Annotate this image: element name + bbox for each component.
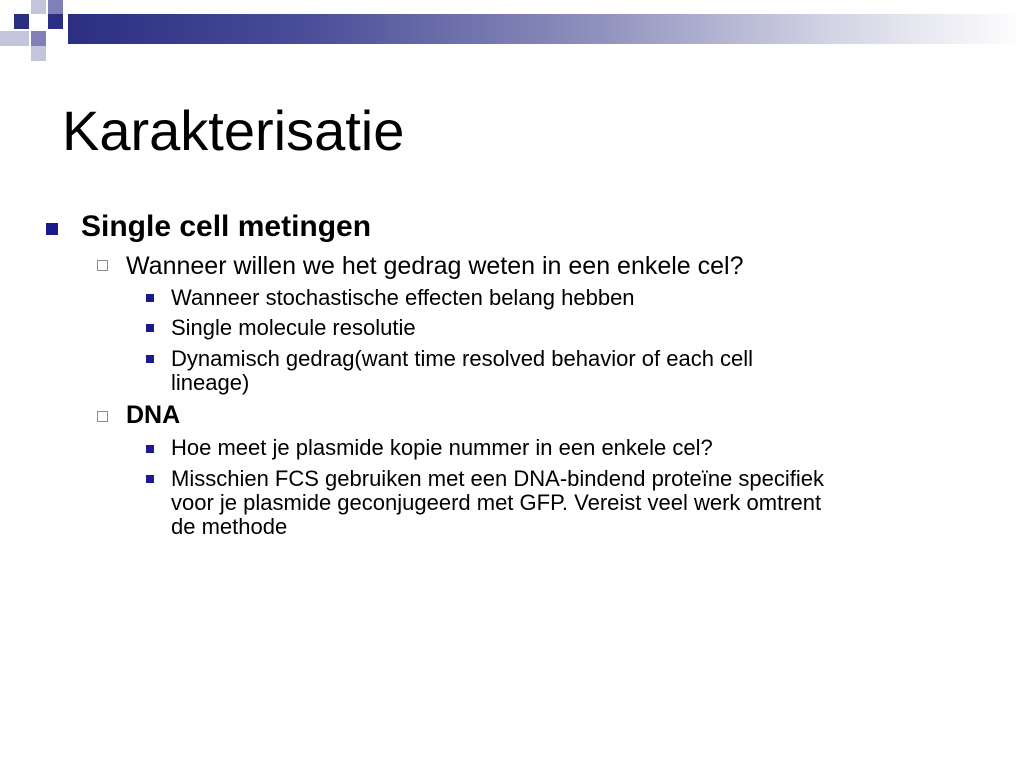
decor-square-icon: [0, 31, 15, 46]
decor-square-icon: [48, 0, 63, 15]
bullet-level1: Single cell metingen: [81, 210, 372, 243]
decor-square-icon: [31, 31, 46, 46]
bullet-level3: Hoe meet je plasmide kopie nummer in een enkele cel?: [171, 435, 713, 460]
decor-square-icon: [14, 14, 29, 29]
bullet-level3: Dynamisch gedrag(want time resolved behavior of each cell: [171, 346, 754, 371]
decor-square-icon: [31, 14, 46, 29]
square-bullet-icon: [46, 223, 58, 235]
decor-square-icon: [31, 46, 46, 61]
small-square-bullet-icon: [146, 475, 154, 483]
hollow-square-bullet-icon: [97, 411, 108, 422]
small-square-bullet-icon: [146, 324, 154, 332]
small-square-bullet-icon: [146, 355, 154, 363]
bullet-level3-continuation: lineage): [171, 370, 250, 395]
bullet-level3-continuation: de methode: [171, 514, 288, 539]
slide-title: Karakterisatie: [62, 99, 405, 162]
small-square-bullet-icon: [146, 445, 154, 453]
decor-square-icon: [31, 0, 46, 15]
bullet-level3: Wanneer stochastische effecten belang hebben: [171, 285, 635, 310]
bullet-level2: DNA: [126, 401, 181, 429]
header-gradient-band: [68, 14, 1024, 44]
decor-square-icon: [14, 31, 29, 46]
bullet-level2: Wanneer willen we het gedrag weten in een enkele cel?: [126, 252, 744, 280]
hollow-square-bullet-icon: [97, 260, 108, 271]
bullet-level3: Misschien FCS gebruiken met een DNA-bindend proteïne specifiek: [171, 466, 824, 491]
decor-square-icon: [48, 14, 63, 29]
bullet-level3: Single molecule resolutie: [171, 315, 416, 340]
small-square-bullet-icon: [146, 294, 154, 302]
bullet-level3-continuation: voor je plasmide geconjugeerd met GFP. Vereist veel werk omtrent: [171, 490, 822, 515]
